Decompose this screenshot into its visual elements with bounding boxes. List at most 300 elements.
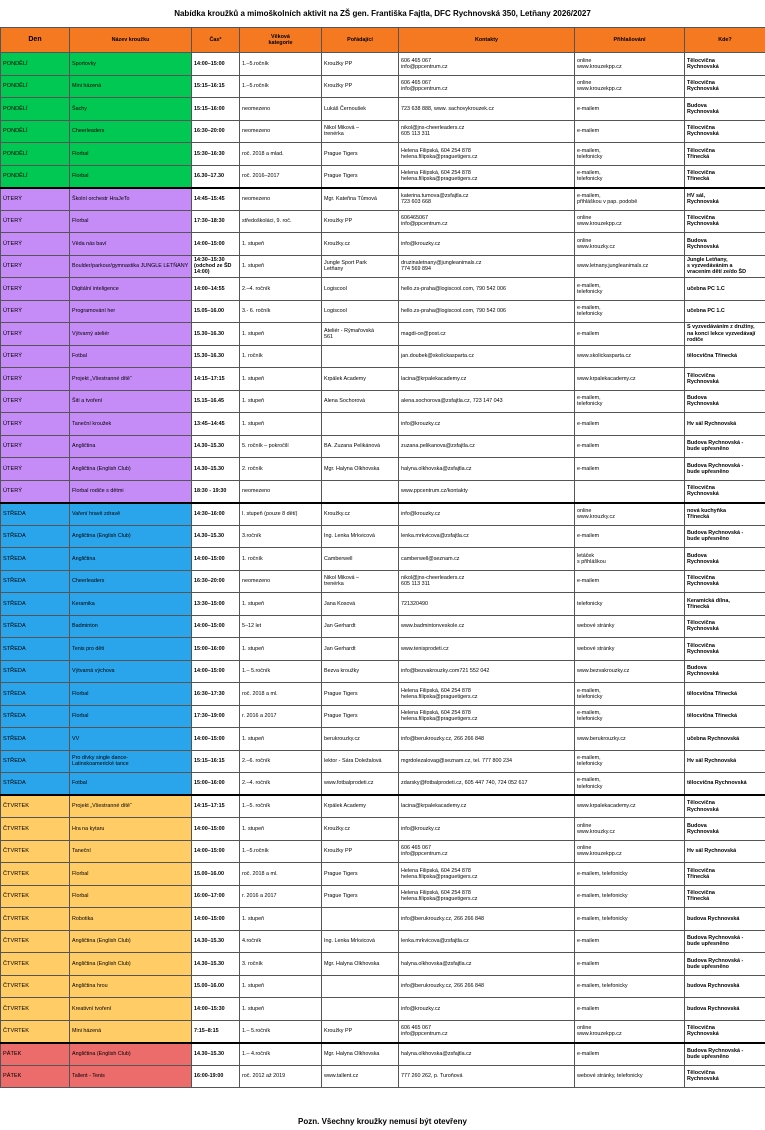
row-signup: e-mailem: [575, 1043, 685, 1066]
table-row: [1, 300, 765, 323]
row-time: 13:30–15:00: [192, 593, 240, 616]
row-time: 16:00–17:00: [192, 885, 240, 908]
row-activity-name: Pro dívky single dance- Latinskoamerické tance: [70, 750, 192, 773]
row-time: 14:00–15:00: [192, 660, 240, 683]
row-contacts: alena.sochorova@zsfajtla.cz, 723 147 043: [399, 390, 575, 413]
row-signup: www.krpalekacademy.cz: [575, 368, 685, 391]
header-place: Kde?: [685, 28, 765, 53]
row-place: Tělocvična Rychnovská: [685, 1065, 765, 1088]
row-place: Budova Rychnovská: [685, 660, 765, 683]
row-activity-name: Florbal: [70, 885, 192, 908]
row-activity-name: Projekt „Všestranné dítě“: [70, 368, 192, 391]
row-time: 14.30–15.30: [192, 1043, 240, 1066]
row-activity-name: Angličtina (English Club): [70, 953, 192, 976]
row-time: 14:30–16:00: [192, 503, 240, 526]
header-signup: Přihlašování: [575, 28, 685, 53]
row-age-category: roč. 2018 a ml.: [240, 683, 322, 706]
row-contacts: camberwell@seznam.cz: [399, 548, 575, 571]
row-organizer: Krpálek Academy: [322, 795, 399, 818]
row-signup: webové stránky: [575, 638, 685, 661]
table-row: [1, 975, 765, 998]
table-row: [1, 863, 765, 886]
row-place: tělocvična Třinecká: [685, 683, 765, 706]
row-signup: www.krpalekacademy.cz: [575, 795, 685, 818]
row-day: ÚTERÝ: [1, 458, 70, 481]
row-activity-name: Fotbal: [70, 345, 192, 368]
row-activity-name: Cheerleaders: [70, 570, 192, 593]
row-age-category: 2.–4. ročník: [240, 773, 322, 796]
row-place: Tělocvična Třinecká: [685, 143, 765, 166]
row-activity-name: Taneční: [70, 840, 192, 863]
row-time: 14:00–15:00: [192, 908, 240, 931]
row-age-category: 1. stupeň: [240, 908, 322, 931]
row-signup: e-mailem, telefonicky: [575, 975, 685, 998]
row-place: učebna PC 1.C: [685, 278, 765, 301]
row-organizer: Logiscool: [322, 278, 399, 301]
row-place: Budova Rychnovská - bude upřesněno: [685, 458, 765, 481]
row-activity-name: Florbal: [70, 143, 192, 166]
header-name: Název kroužku: [70, 28, 192, 53]
row-contacts: www.badmintonveskole.cz: [399, 615, 575, 638]
row-activity-name: Angličtina: [70, 435, 192, 458]
row-time: 13:45–14:45: [192, 413, 240, 436]
row-organizer: Mgr. Halyna Olkhovska: [322, 458, 399, 481]
row-contacts: zdarsky@fotbalprodeti.cz, 605 447 740, 724 052 617: [399, 773, 575, 796]
row-day: PONDĚLÍ: [1, 165, 70, 188]
row-activity-name: Digitální inteligence: [70, 278, 192, 301]
row-age-category: roč. 2016–2017: [240, 165, 322, 188]
row-day: ÚTERÝ: [1, 233, 70, 256]
row-organizer: Jungle Sport Park Letňany: [322, 255, 399, 278]
row-activity-name: Florbal: [70, 165, 192, 188]
row-contacts: 606 465 067 info@ppcentrum.cz: [399, 75, 575, 98]
table-row: [1, 728, 765, 751]
row-place: Jungle Letňany, s vyzvedáváním a vracením dětí ze/do ŠD: [685, 255, 765, 278]
row-organizer: Alena Sochorová: [322, 390, 399, 413]
row-time: 15:15–16:15: [192, 750, 240, 773]
activity-table: [0, 27, 765, 1088]
row-day: PÁTEK: [1, 1043, 70, 1066]
row-activity-name: Mini házená: [70, 75, 192, 98]
table-row: [1, 660, 765, 683]
row-activity-name: Taneční kroužek: [70, 413, 192, 436]
row-signup: e-mailem: [575, 930, 685, 953]
table-row: [1, 638, 765, 661]
table-row: [1, 548, 765, 571]
row-signup: e-mailem: [575, 953, 685, 976]
row-age-category: 1. stupeň: [240, 323, 322, 346]
row-activity-name: Florbal: [70, 210, 192, 233]
row-signup: online www.krouzky.cz: [575, 233, 685, 256]
row-signup: www.letnany.jungleanimals.cz: [575, 255, 685, 278]
row-time: 14:45–15:45: [192, 188, 240, 211]
row-activity-name: Mini házená: [70, 1020, 192, 1043]
row-place: nová kuchyňka Třinecká: [685, 503, 765, 526]
row-activity-name: Keramika: [70, 593, 192, 616]
row-day: ÚTERÝ: [1, 480, 70, 503]
row-day: ÚTERÝ: [1, 210, 70, 233]
row-contacts: halyna.olkhovska@zsfajtla.cz: [399, 1043, 575, 1066]
row-activity-name: Fotbal: [70, 773, 192, 796]
row-signup: www.berukrouzky.cz: [575, 728, 685, 751]
row-age-category: neomezeno: [240, 98, 322, 121]
page-title: Nabídka kroužků a mimoškolních aktivit na ZŠ gen. Františka Fajtla, DFC Rychnovská 350, Letňany 2026/2027: [174, 9, 591, 18]
row-day: ÚTERÝ: [1, 368, 70, 391]
row-place: Hv sál Rychnovská: [685, 750, 765, 773]
row-signup: e-mailem, telefonicky: [575, 300, 685, 323]
table-row: [1, 1043, 765, 1066]
row-signup: letáček s přihláškou: [575, 548, 685, 571]
row-day: PÁTEK: [1, 1065, 70, 1088]
header-organizer: Pořádající: [322, 28, 399, 53]
row-place: Tělocvična Rychnovská: [685, 795, 765, 818]
table-row: [1, 98, 765, 121]
row-time: 14:15–17:15: [192, 368, 240, 391]
row-time: 14:00–14:55: [192, 278, 240, 301]
row-age-category: 4.ročník: [240, 930, 322, 953]
row-organizer: [322, 908, 399, 931]
row-signup: e-mailem, telefonicky: [575, 750, 685, 773]
row-day: ČTVRTEK: [1, 953, 70, 976]
row-day: PONDĚLÍ: [1, 143, 70, 166]
row-place: budova Rychnovská: [685, 975, 765, 998]
row-signup: e-mailem: [575, 998, 685, 1021]
row-time: 17:30–18:30: [192, 210, 240, 233]
header-time: Čas*: [192, 28, 240, 53]
table-row: [1, 210, 765, 233]
row-time: 14:00–15:00: [192, 728, 240, 751]
row-time: 15.30–16.30: [192, 345, 240, 368]
row-day: STŘEDA: [1, 728, 70, 751]
row-age-category: roč. 2018 a mlad.: [240, 143, 322, 166]
table-row: [1, 75, 765, 98]
row-signup: webové stránky, telefonicky: [575, 1065, 685, 1088]
table-row: [1, 120, 765, 143]
row-organizer: Prague Tigers: [322, 705, 399, 728]
row-contacts: www.tenisprodeti.cz: [399, 638, 575, 661]
table-row: [1, 413, 765, 436]
row-organizer: [322, 975, 399, 998]
row-time: 14.30–15.30: [192, 458, 240, 481]
row-organizer: Kroužky PP: [322, 840, 399, 863]
row-day: STŘEDA: [1, 660, 70, 683]
row-day: ČTVRTEK: [1, 1020, 70, 1043]
row-age-category: 5. ročník – pokročilí: [240, 435, 322, 458]
row-time: 15.15–16.45: [192, 390, 240, 413]
row-contacts: 723 638 888, www. sachovykrouzek.cz: [399, 98, 575, 121]
table-row: [1, 1065, 765, 1088]
row-age-category: 1. stupeň: [240, 728, 322, 751]
row-time: 15.30–16.30: [192, 323, 240, 346]
row-contacts: Helena Filipská, 604 254 878 helena.filipska@praguetigers.cz: [399, 885, 575, 908]
table-row: [1, 615, 765, 638]
row-organizer: [322, 998, 399, 1021]
row-contacts: info@krouzky.cz: [399, 818, 575, 841]
row-activity-name: Školní orchestr HraJeTo: [70, 188, 192, 211]
row-day: STŘEDA: [1, 615, 70, 638]
row-age-category: 1. stupeň: [240, 593, 322, 616]
row-age-category: 1.–5. ročník: [240, 795, 322, 818]
row-place: Tělocvična Třinecká: [685, 165, 765, 188]
row-contacts: lenka.mrkvicova@zsfajtla.cz: [399, 525, 575, 548]
row-signup: e-mailem: [575, 413, 685, 436]
table-row: [1, 750, 765, 773]
row-age-category: 1.– 5.ročník: [240, 660, 322, 683]
row-age-category: 1. ročník: [240, 345, 322, 368]
row-contacts: info@bezvakrouzky.com721 552 042: [399, 660, 575, 683]
row-organizer: Ing. Lenka Mrkvicová: [322, 525, 399, 548]
row-age-category: 1.–5.ročník: [240, 53, 322, 76]
row-age-category: 1.– 4.ročník: [240, 1043, 322, 1066]
table-row: [1, 435, 765, 458]
row-organizer: Prague Tigers: [322, 863, 399, 886]
row-contacts: nikol@jns-cheerleaders.cz 605 113 311: [399, 120, 575, 143]
table-row: [1, 165, 765, 188]
row-age-category: 1. stupeň: [240, 233, 322, 256]
row-time: 14:15–17:15: [192, 795, 240, 818]
row-age-category: středoškoláci, 9. roč.: [240, 210, 322, 233]
row-age-category: 3. ročník: [240, 953, 322, 976]
row-contacts: Helena Filipská, 604 254 878 helena.filipska@praguetigers.cz: [399, 705, 575, 728]
row-activity-name: Florbal: [70, 705, 192, 728]
row-contacts: Helena Filipská, 604 254 878 helena.filipska@praguetigers.cz: [399, 143, 575, 166]
row-contacts: Helena Filipská, 604 254 878 helena.filipska@praguetigers.cz: [399, 863, 575, 886]
row-signup: telefonicky: [575, 593, 685, 616]
row-organizer: Nikol Miková – trenérka: [322, 120, 399, 143]
row-time: 15.00–16.00: [192, 975, 240, 998]
row-place: Budova Rychnovská: [685, 233, 765, 256]
row-age-category: roč. 2012 až 2019: [240, 1065, 322, 1088]
row-organizer: lektor - Sára Doležalová: [322, 750, 399, 773]
row-activity-name: Angličtina: [70, 548, 192, 571]
row-place: Tělocvična Rychnovská: [685, 210, 765, 233]
row-place: Budova Rychnovská: [685, 818, 765, 841]
row-time: 17:30–19:00: [192, 705, 240, 728]
row-signup: online www.krouzekpp.cz: [575, 53, 685, 76]
row-activity-name: Šití a tvoření: [70, 390, 192, 413]
row-contacts: 777 260 262, p. Turoňová: [399, 1065, 575, 1088]
row-contacts: info@berukrouzky.cz, 266 266 848: [399, 908, 575, 931]
row-day: ČTVRTEK: [1, 795, 70, 818]
row-organizer: Prague Tigers: [322, 885, 399, 908]
row-organizer: Ateliér - Rýmařovská 561: [322, 323, 399, 346]
table-row: [1, 233, 765, 256]
row-day: ÚTERÝ: [1, 435, 70, 458]
row-contacts: nikol@jns-cheerleaders.cz 605 113 311: [399, 570, 575, 593]
row-day: PONDĚLÍ: [1, 75, 70, 98]
row-age-category: 1. stupeň: [240, 368, 322, 391]
row-contacts: Helena Filipská, 604 254 878 helena.filipska@praguetigers.cz: [399, 165, 575, 188]
row-contacts: 606 465 067 info@ppcentrum.cz: [399, 53, 575, 76]
row-signup: e-mailem, telefonicky: [575, 908, 685, 931]
row-place: HV sál, Rychnovská: [685, 188, 765, 211]
row-age-category: neomezeno: [240, 570, 322, 593]
row-age-category: roč. 2018 a ml.: [240, 863, 322, 886]
table-row: [1, 255, 765, 278]
table-row: [1, 1020, 765, 1043]
row-age-category: r. 2016 a 2017: [240, 885, 322, 908]
row-signup: webové stránky: [575, 615, 685, 638]
row-activity-name: Angličtina (English Club): [70, 525, 192, 548]
table-row: [1, 323, 765, 346]
row-place: tělocvična Rychnovská: [685, 773, 765, 796]
row-contacts: 606 465 067 info@ppcentrum.cz: [399, 840, 575, 863]
row-age-category: 1.–5.ročník: [240, 75, 322, 98]
row-time: 16:00-19:00: [192, 1065, 240, 1088]
row-signup: www.bezvakrouzky.cz: [575, 660, 685, 683]
row-organizer: www.fotbalprodeti.cz: [322, 773, 399, 796]
row-time: 15:15–16:00: [192, 98, 240, 121]
row-day: ÚTERÝ: [1, 278, 70, 301]
row-organizer: Jan Gerhardt: [322, 638, 399, 661]
row-place: tělocvična Třinecká: [685, 705, 765, 728]
row-organizer: Ing. Lenka Mrkvicová: [322, 930, 399, 953]
row-signup: e-mailem, telefonicky: [575, 143, 685, 166]
row-time: 15.00–16.00: [192, 863, 240, 886]
row-age-category: neomezeno: [240, 480, 322, 503]
row-organizer: Mgr. Kateřina Tůmová: [322, 188, 399, 211]
row-day: ÚTERÝ: [1, 345, 70, 368]
row-day: STŘEDA: [1, 503, 70, 526]
row-signup: e-mailem: [575, 570, 685, 593]
table-row: [1, 908, 765, 931]
table-row: [1, 188, 765, 211]
table-row: [1, 368, 765, 391]
row-activity-name: Florbal: [70, 683, 192, 706]
row-contacts: 606465067 info@ppcentrum.cz: [399, 210, 575, 233]
row-place: Hv sál Rychnovská: [685, 840, 765, 863]
table-row: [1, 143, 765, 166]
row-signup: online www.krouzekpp.cz: [575, 210, 685, 233]
row-activity-name: Kreativní tvoření: [70, 998, 192, 1021]
row-signup: e-mailem, přihláškou v pap. podobě: [575, 188, 685, 211]
row-signup: e-mailem: [575, 458, 685, 481]
row-activity-name: Angličtina hrou: [70, 975, 192, 998]
row-signup: e-mailem: [575, 323, 685, 346]
row-age-category: 3.ročník: [240, 525, 322, 548]
row-signup: e-mailem, telefonicky: [575, 390, 685, 413]
row-place: Budova Rychnovská - bude upřesněno: [685, 953, 765, 976]
row-place: Tělocvična Rychnovská: [685, 480, 765, 503]
row-day: STŘEDA: [1, 548, 70, 571]
row-organizer: Logiscool: [322, 300, 399, 323]
row-signup: www.skolickasparta.cz: [575, 345, 685, 368]
row-time: 14:30–15:30 (odchod ze ŠD 14:00): [192, 255, 240, 278]
row-signup: e-mailem, telefonicky: [575, 705, 685, 728]
row-activity-name: Tallent - Tenis: [70, 1065, 192, 1088]
row-day: ČTVRTEK: [1, 818, 70, 841]
row-contacts: info@krouzky.cz: [399, 998, 575, 1021]
row-age-category: 2. ročník: [240, 458, 322, 481]
row-organizer: Kroužky.cz: [322, 233, 399, 256]
row-place: Hv sál Rychnovská: [685, 413, 765, 436]
row-place: Tělocvična Třinecká: [685, 885, 765, 908]
row-time: 14:00–15:00: [192, 53, 240, 76]
table-row: [1, 480, 765, 503]
row-signup: e-mailem, telefonicky: [575, 773, 685, 796]
row-activity-name: Badminton: [70, 615, 192, 638]
row-time: 18:30 - 19:30: [192, 480, 240, 503]
row-signup: e-mailem, telefonicky: [575, 885, 685, 908]
row-contacts: mgrdolezalovag@seznam.cz, tel. 777 800 234: [399, 750, 575, 773]
table-row: [1, 705, 765, 728]
row-activity-name: Výtvarná výchova: [70, 660, 192, 683]
row-day: STŘEDA: [1, 638, 70, 661]
row-contacts: halyna.olkhovska@zsfajtla.cz: [399, 458, 575, 481]
row-organizer: www.tallent.cz: [322, 1065, 399, 1088]
row-place: Tělocvična Rychnovská: [685, 368, 765, 391]
row-day: STŘEDA: [1, 773, 70, 796]
table-row: [1, 998, 765, 1021]
row-day: STŘEDA: [1, 750, 70, 773]
table-row: [1, 345, 765, 368]
row-age-category: 1. stupeň: [240, 390, 322, 413]
row-day: ČTVRTEK: [1, 930, 70, 953]
row-age-category: 5–12 let: [240, 615, 322, 638]
row-time: 16.30–17.30: [192, 165, 240, 188]
row-day: STŘEDA: [1, 570, 70, 593]
row-time: 16:30–17:30: [192, 683, 240, 706]
row-contacts: info@berukrouzky.cz, 266 266 848: [399, 728, 575, 751]
row-organizer: Prague Tigers: [322, 683, 399, 706]
row-activity-name: Tenis pro děti: [70, 638, 192, 661]
row-organizer: Bezva kroužky: [322, 660, 399, 683]
footnote: Pozn. Všechny kroužky nemusí být otevřeny: [298, 1117, 467, 1126]
row-age-category: 1.– 5.ročník: [240, 1020, 322, 1043]
row-place: budova Rychnovská: [685, 998, 765, 1021]
table-row: [1, 840, 765, 863]
row-age-category: 2.–4. ročník: [240, 278, 322, 301]
row-contacts: druzinaletnany@jungleanimals.cz 774 569 894: [399, 255, 575, 278]
row-age-category: 2.–6. ročník: [240, 750, 322, 773]
row-place: Budova Rychnovská - bude upřesněno: [685, 435, 765, 458]
row-activity-name: Cheerleaders: [70, 120, 192, 143]
row-organizer: berukrouzky.cz: [322, 728, 399, 751]
row-day: PONDĚLÍ: [1, 120, 70, 143]
row-time: 14:00–15:00: [192, 615, 240, 638]
row-place: Budova Rychnovská - bude upřesněno: [685, 525, 765, 548]
row-contacts: lenka.mrkvicova@zsfajtla.cz: [399, 930, 575, 953]
row-contacts: info@krouzky.cz: [399, 503, 575, 526]
row-day: ČTVRTEK: [1, 885, 70, 908]
row-signup: e-mailem, telefonicky: [575, 683, 685, 706]
table-row: [1, 593, 765, 616]
table-row: [1, 773, 765, 796]
row-place: tělocvična Třinecká: [685, 345, 765, 368]
row-time: 15.05–16.00: [192, 300, 240, 323]
row-day: ÚTERÝ: [1, 323, 70, 346]
row-age-category: 1. stupeň: [240, 255, 322, 278]
row-place: Tělocvična Třinecká: [685, 863, 765, 886]
row-place: Tělocvična Rychnovská: [685, 75, 765, 98]
row-contacts: hello.zs-praha@logiscool.com, 790 542 006: [399, 300, 575, 323]
row-age-category: 1. stupeň: [240, 818, 322, 841]
row-time: 14:00–15:00: [192, 548, 240, 571]
table-row: [1, 795, 765, 818]
row-activity-name: Angličtina (English Club): [70, 458, 192, 481]
row-activity-name: Projekt „Všestranné dítě“: [70, 795, 192, 818]
row-day: STŘEDA: [1, 525, 70, 548]
row-place: Tělocvična Rychnovská: [685, 1020, 765, 1043]
row-activity-name: VV: [70, 728, 192, 751]
row-place: Budova Rychnovská: [685, 98, 765, 121]
row-time: 14:00–15:00: [192, 233, 240, 256]
row-age-category: neomezeno: [240, 188, 322, 211]
row-activity-name: Věda nás baví: [70, 233, 192, 256]
row-time: 14:00–15:30: [192, 998, 240, 1021]
row-day: ČTVRTEK: [1, 975, 70, 998]
row-time: 14.30–15.30: [192, 435, 240, 458]
